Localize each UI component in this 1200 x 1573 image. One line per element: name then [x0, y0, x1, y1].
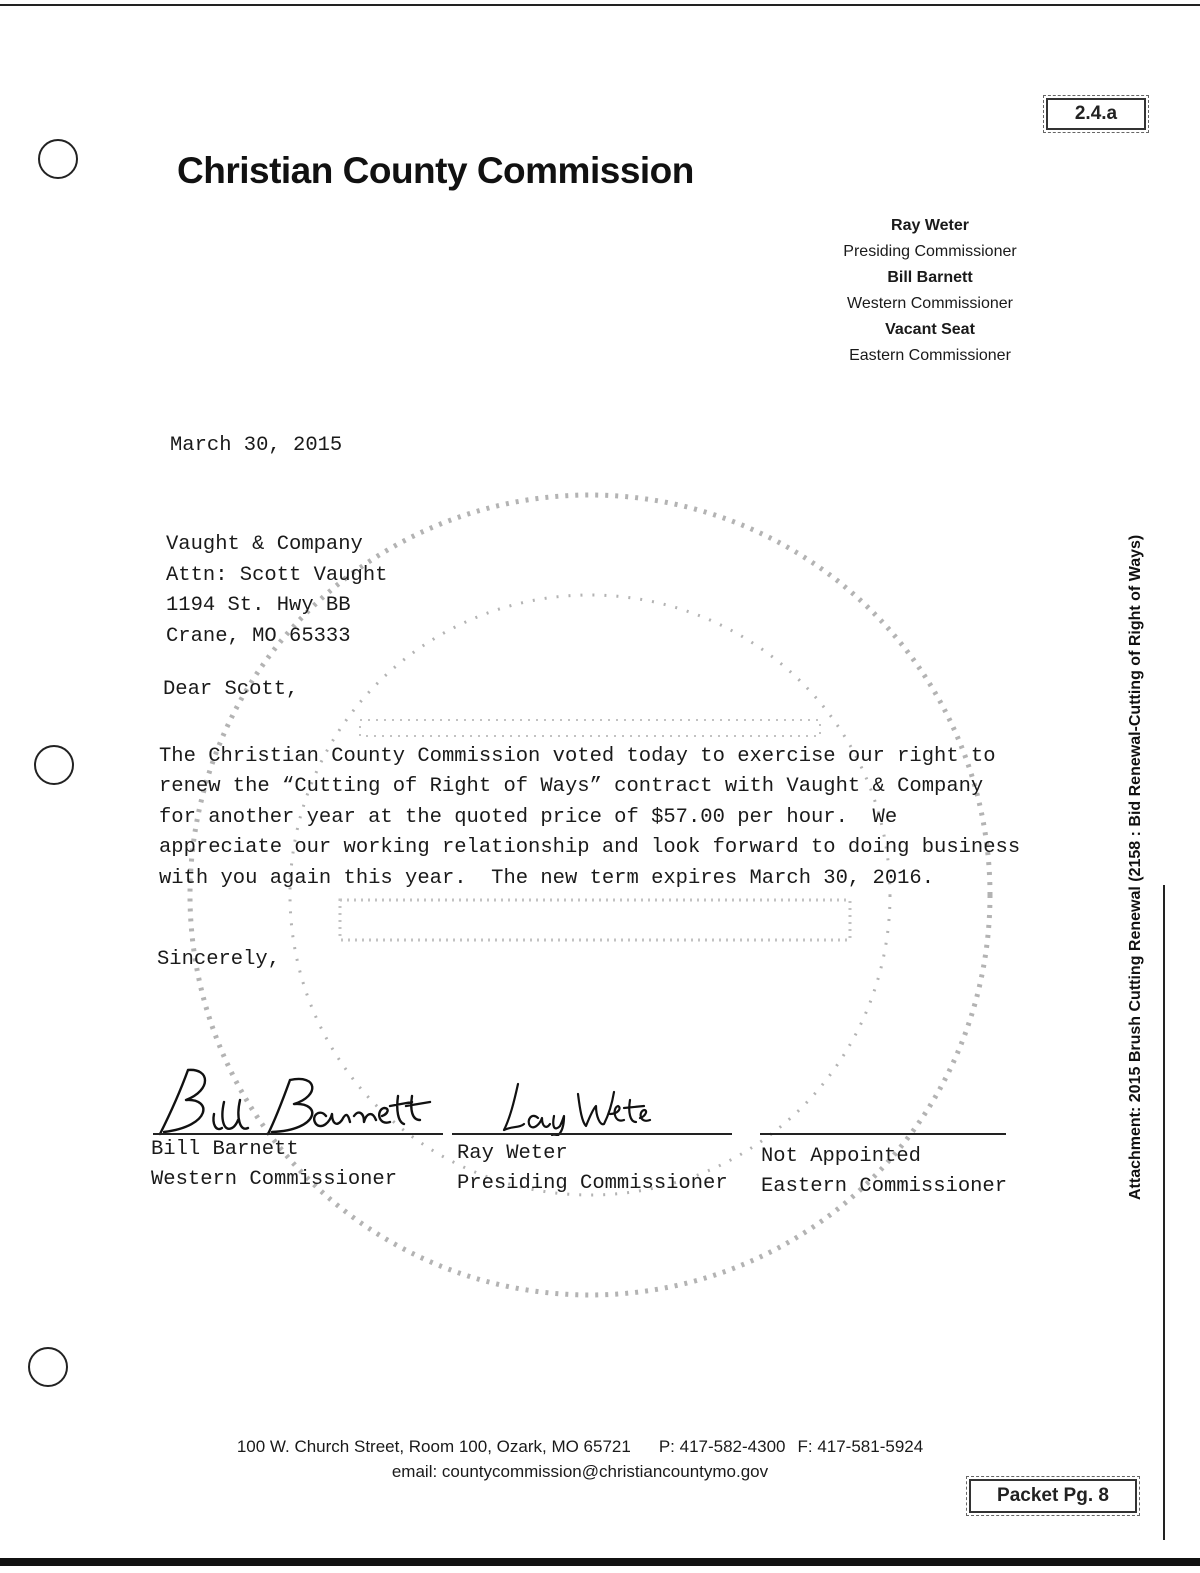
signature-bill-barnett-icon [150, 1062, 450, 1142]
recipient-address [166, 530, 387, 652]
official-role: Eastern Commissioner [849, 347, 1011, 364]
salutation: Dear Scott, [163, 678, 299, 701]
official-name: Vacant Seat [885, 321, 975, 338]
punch-hole-icon [38, 139, 78, 179]
official-role: Presiding Commissioner [843, 243, 1017, 260]
letter-date: March 30, 2015 [170, 434, 343, 457]
signature-line [452, 1133, 732, 1135]
letter-body [159, 742, 1020, 894]
footer-address: 100 W. Church Street, Room 100, Ozark, MO 65721 [236, 1437, 631, 1456]
letterhead-title: Christian County Commission [177, 150, 694, 191]
signatory-title: Presiding Commissioner [457, 1172, 728, 1195]
signatory-block [761, 1142, 1007, 1202]
body-line: appreciate our working relationship and look forward to doing business [159, 836, 1021, 860]
body-line: The Christian County Commission voted today to exercise our right to [159, 745, 996, 768]
footer-phone: P: 417-582-4300 [658, 1437, 786, 1456]
body-line: for another year at the quoted price of $57.00 per hour. We [159, 805, 898, 829]
address-line: Crane, MO 65333 [166, 624, 351, 648]
closing: Sincerely, [157, 948, 281, 971]
signatory-name: Not Appointed [761, 1145, 921, 1168]
signatory-name: Bill Barnett [151, 1138, 299, 1161]
official-name: Bill Barnett [887, 269, 973, 286]
signature-line [760, 1133, 1006, 1135]
punch-hole-icon [28, 1347, 68, 1387]
address-line: Vaught & Company [166, 533, 363, 556]
signatory-block [457, 1139, 728, 1199]
signatory-title: Western Commissioner [151, 1168, 398, 1191]
top-edge-rule [0, 4, 1200, 6]
address-line: Attn: Scott Vaught [166, 563, 388, 587]
footer-email: email: countycommission@christiancountymo.gov [391, 1462, 769, 1481]
official-name: Ray Weter [891, 217, 969, 234]
signatory-block [151, 1135, 397, 1195]
officials-list [820, 213, 1040, 369]
footer-fax: F: 417-581-5924 [797, 1437, 924, 1456]
address-line: 1194 St. Hwy BB [166, 594, 351, 617]
bottom-edge-rule [0, 1558, 1200, 1566]
right-edge-rule [1163, 885, 1165, 1540]
footer-contact [150, 1434, 1010, 1484]
signatory-name: Ray Weter [457, 1142, 568, 1165]
item-number-badge: 2.4.a [1046, 98, 1146, 130]
attachment-side-caption: Attachment: 2015 Brush Cutting Renewal (2158 : Bid Renewal-Cutting of Right of Ways) [1127, 534, 1144, 1200]
signature-ray-weter-icon [462, 1076, 672, 1136]
body-line: renew the “Cutting of Right of Ways” contract with Vaught & Company [159, 775, 984, 799]
signatory-title: Eastern Commissioner [761, 1175, 1008, 1198]
punch-hole-icon [34, 745, 74, 785]
official-role: Western Commissioner [847, 295, 1013, 312]
packet-page-badge: Packet Pg. 8 [969, 1479, 1137, 1513]
body-line: with you again this year. The new term expires March 30, 2016. [159, 866, 935, 890]
